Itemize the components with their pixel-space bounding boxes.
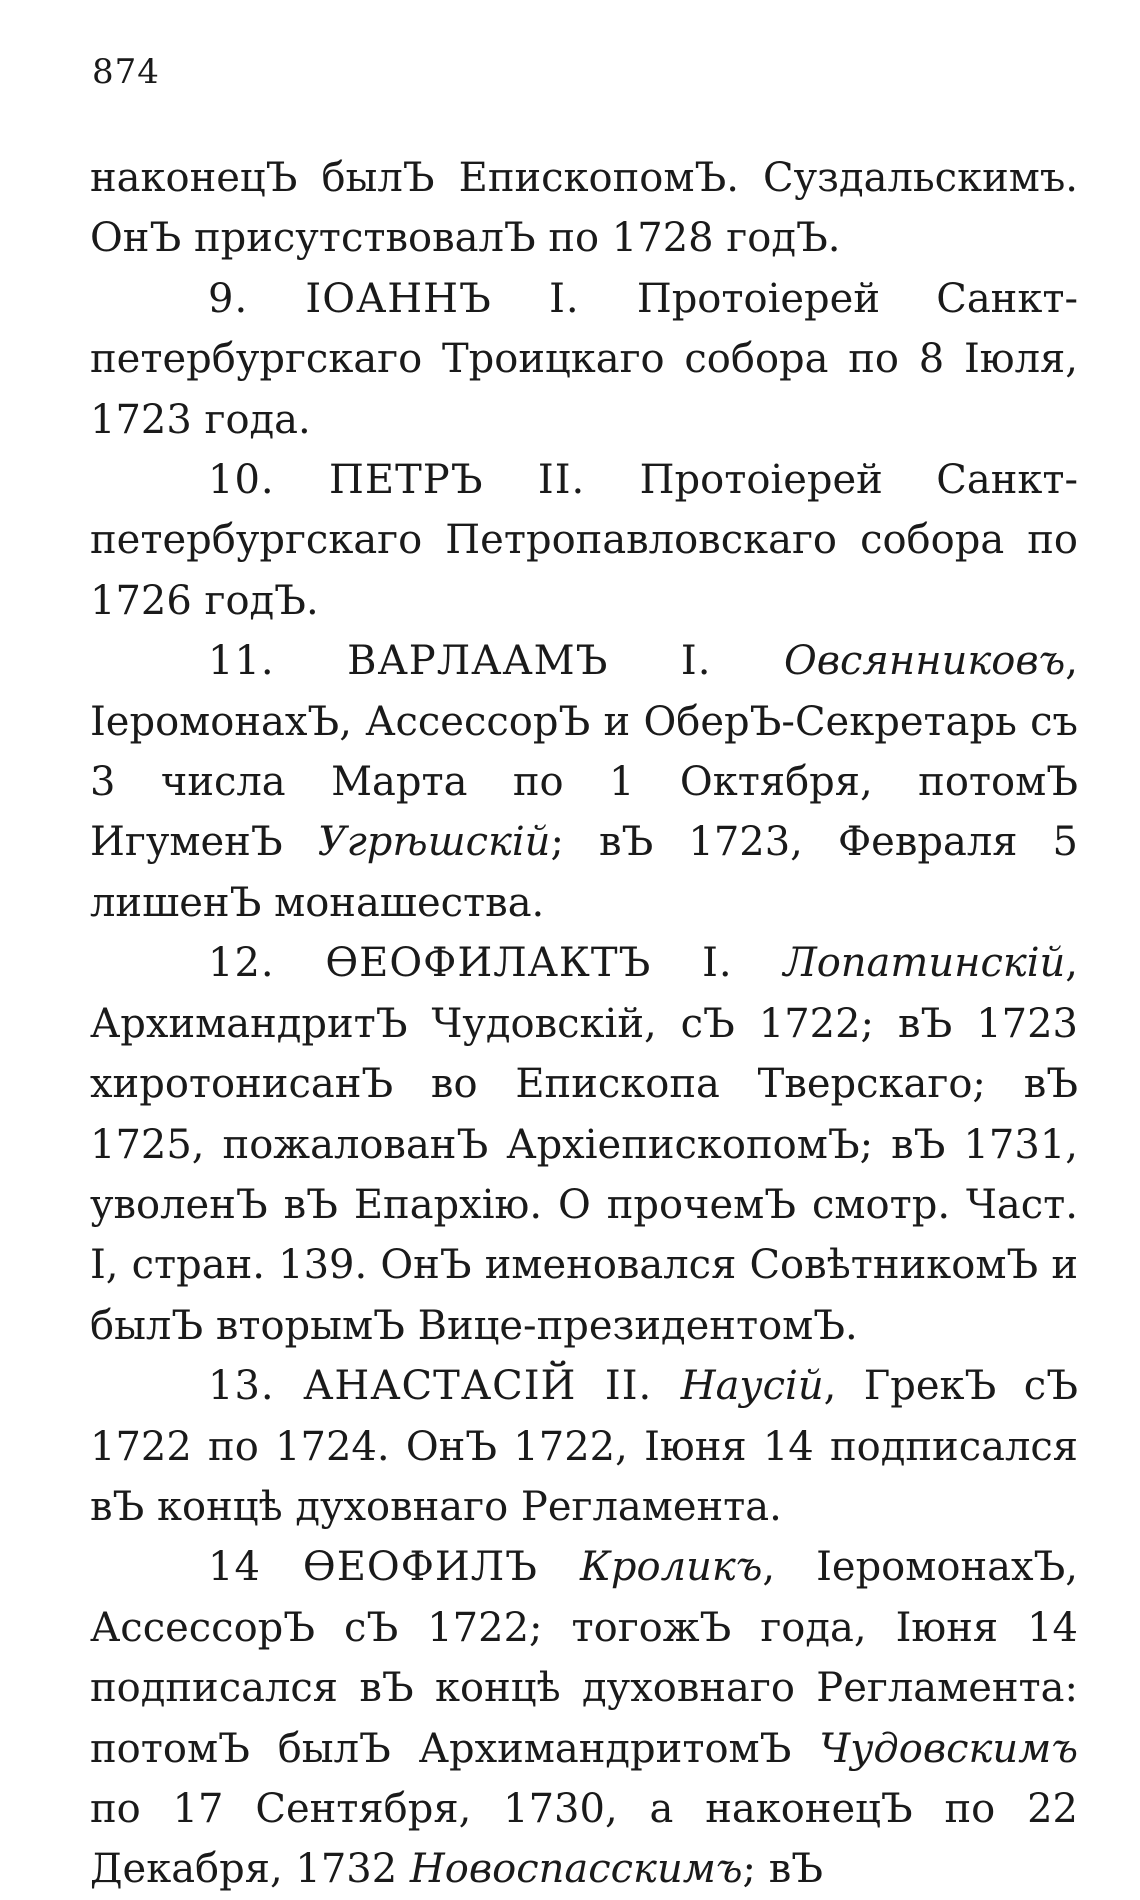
text-run: Протоіерей Санкт-петербургскаго Петропавловскаго собора по 1726 годЪ. <box>90 457 1078 624</box>
entry-heading: 10. ПЕТРЪ II. <box>208 457 640 504</box>
entry-heading: 12. ѲЕОФИЛАКТЪ I. <box>208 940 784 987</box>
surname-italic: Овсянниковъ <box>783 638 1066 685</box>
entry-feofil <box>90 1537 1078 1899</box>
entry-anastasiy <box>90 1356 1078 1537</box>
text-run: , ГрекЪ сЪ 1722 по 1724. ОнЪ 1722, Іюня 14 подписался вЪ концѣ духовнаго Регламента. <box>90 1363 1078 1530</box>
surname-italic: Кроликъ <box>579 1544 763 1591</box>
entry-petr <box>90 450 1078 631</box>
text-run: , ІеромонахЪ, АссессорЪ сЪ 1722; тогожЪ года, Іюня 14 подписался вЪ концѣ духовнаго Регламента: потомЪ былЪ АрхимандритомЪ <box>90 1544 1079 1772</box>
text-run: , ІеромонахЪ, АссессорЪ и ОберЪ-Секретарь съ 3 числа Марта по 1 Октября, потомЪ ИгуменЪ <box>90 638 1078 866</box>
entry-heading: 13. АНАСТАСІЙ II. <box>208 1363 681 1410</box>
body-text <box>90 148 1078 1900</box>
text-run: ; вЪ <box>742 1846 824 1893</box>
place-italic: Угрѣшскій <box>317 819 551 866</box>
page-number: 874 <box>92 52 160 92</box>
text-run: ; вЪ 1723, Февраля 5 лишенЪ монашества. <box>90 819 1079 926</box>
surname-italic: Наусій <box>680 1363 824 1410</box>
text-run: по 17 Сентября, 1730, а наконецЪ по 22 Декабря, 1732 <box>90 1785 1078 1893</box>
text-run: Протоіерей Санкт-петербургскаго Троицкаго собора по 8 Іюля, 1723 года. <box>90 275 1078 443</box>
entry-varlaam <box>90 631 1078 933</box>
entry-feofilakt <box>90 933 1078 1356</box>
entry-ioann <box>90 269 1078 450</box>
text-run: , АрхимандритЪ Чудовскій, сЪ 1722; вЪ 1723 хиротонисанЪ во Епископа Тверскаго; вЪ 1725, пожалованЪ АрхіепископомЪ; вЪ 1731, уволенЪ вЪ Епархію. О прочемЪ смотр. Част. I, стран. 139. ОнЪ именовался СовѣтникомЪ и былЪ вторымЪ Вице-президентомЪ. <box>90 940 1078 1349</box>
entry-heading: 9. ІОАННЪ I. <box>208 275 637 322</box>
place-italic: Чудовскимъ <box>819 1725 1078 1772</box>
text-run: наконецЪ былЪ ЕпископомЪ. Суздальскимъ. ОнЪ присутствовалЪ по 1728 годЪ. <box>90 155 1078 262</box>
entry-heading: 11. ВАРЛААМЪ I. <box>208 638 784 685</box>
place-italic: Новоспасскимъ <box>409 1846 743 1893</box>
entry-heading: 14 ѲЕОФИЛЪ <box>208 1544 580 1591</box>
paragraph-continuation <box>90 148 1078 269</box>
surname-italic: Лопатинскій <box>783 940 1066 987</box>
